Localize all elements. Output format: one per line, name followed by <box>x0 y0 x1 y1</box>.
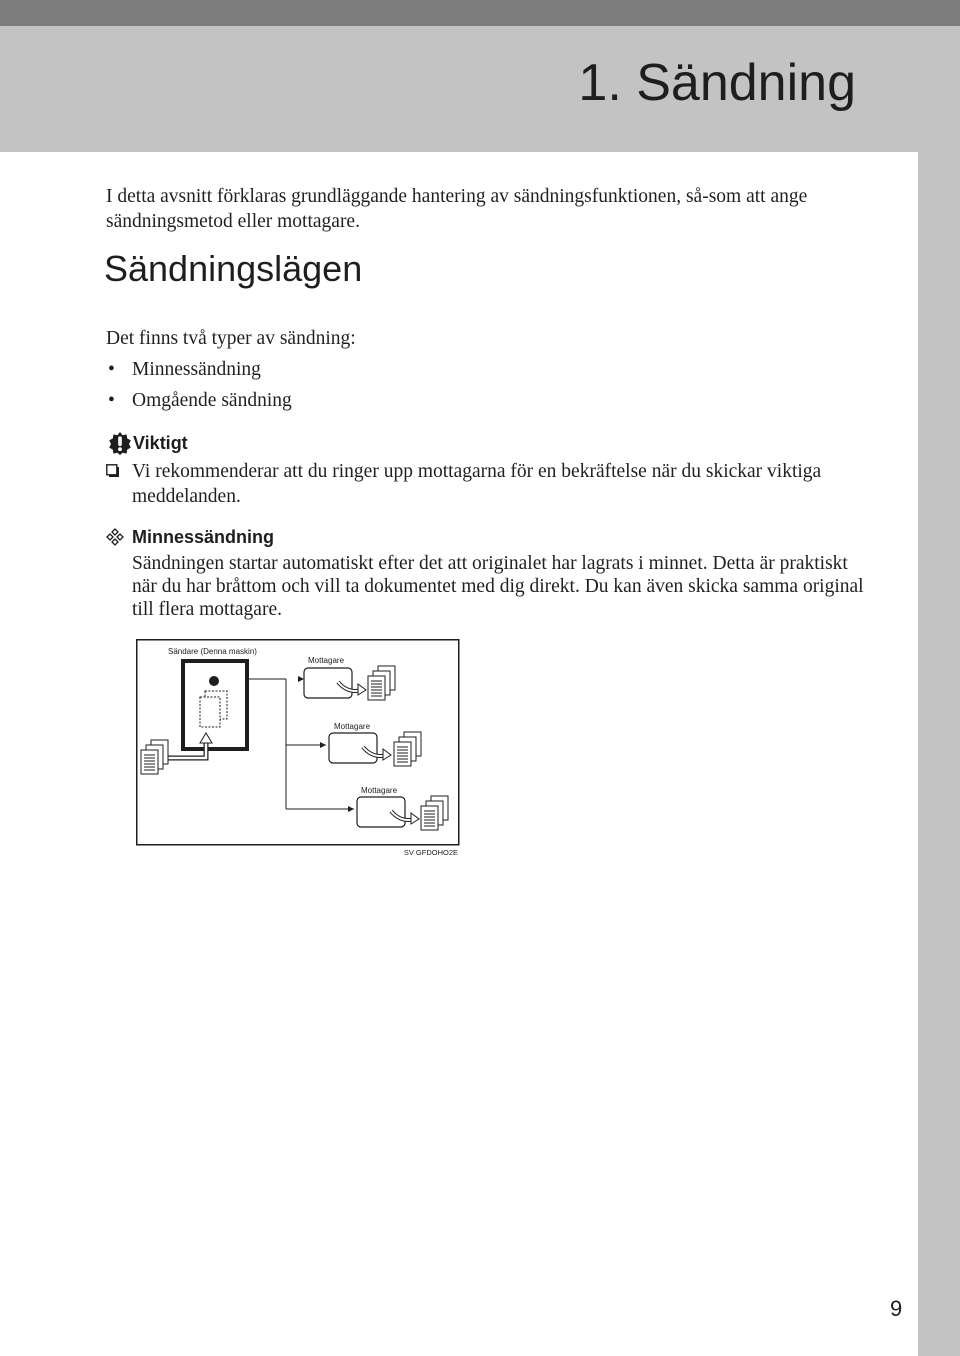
header-band <box>0 26 960 152</box>
important-text: Vi rekommenderar att du ringer upp mottagarna för en bekräftelse när du skickar viktiga meddelanden. <box>132 461 822 507</box>
types-list <box>106 357 292 419</box>
chapter-title: 1. Sändning <box>578 54 856 112</box>
section-heading: Sändningslägen <box>104 248 363 289</box>
receiver-label-3: Mottagare <box>361 786 398 795</box>
important-item <box>106 459 866 509</box>
memory-transmission-label: Minnessändning <box>132 526 275 547</box>
list-item-text: Omgående sändning <box>132 390 292 411</box>
intro-paragraph: I detta avsnitt förklaras grundläggande hantering av sändningsfunktionen, så-som att ange sändningsmetod eller mottagare. <box>106 186 808 232</box>
diamond-bullet-icon <box>106 528 124 546</box>
top-bar <box>0 0 960 26</box>
bullet: • <box>108 359 115 380</box>
bullet: • <box>108 390 115 411</box>
receiver-label-2: Mottagare <box>334 722 371 731</box>
list-item <box>106 388 292 419</box>
important-label: Viktigt <box>133 432 188 453</box>
sender-label: Sändare (Denna maskin) <box>168 647 257 656</box>
memory-transmission-text: Sändningen startar automatiskt efter det att originalet har lagrats i minnet. Detta är praktiskt när du har bråttom och vill ta dokumentet med dig direkt. Du kan även skicka samma original till flera mottagare. <box>132 553 864 620</box>
types-intro: Det finns två typer av sändning: <box>106 328 356 349</box>
list-item <box>106 357 292 388</box>
receiver-label-1: Mottagare <box>308 656 345 665</box>
list-item-text: Minnessändning <box>132 359 261 380</box>
memory-transmission-heading <box>106 524 274 550</box>
exclamation-badge-icon <box>108 431 132 455</box>
side-strip <box>918 152 960 1356</box>
important-heading <box>108 430 188 456</box>
checkbox-icon <box>106 464 120 478</box>
diagram-code: SV GFDOHO2E <box>403 848 458 857</box>
page-number: 9 <box>890 1296 903 1321</box>
memory-transmission-diagram <box>136 639 460 861</box>
